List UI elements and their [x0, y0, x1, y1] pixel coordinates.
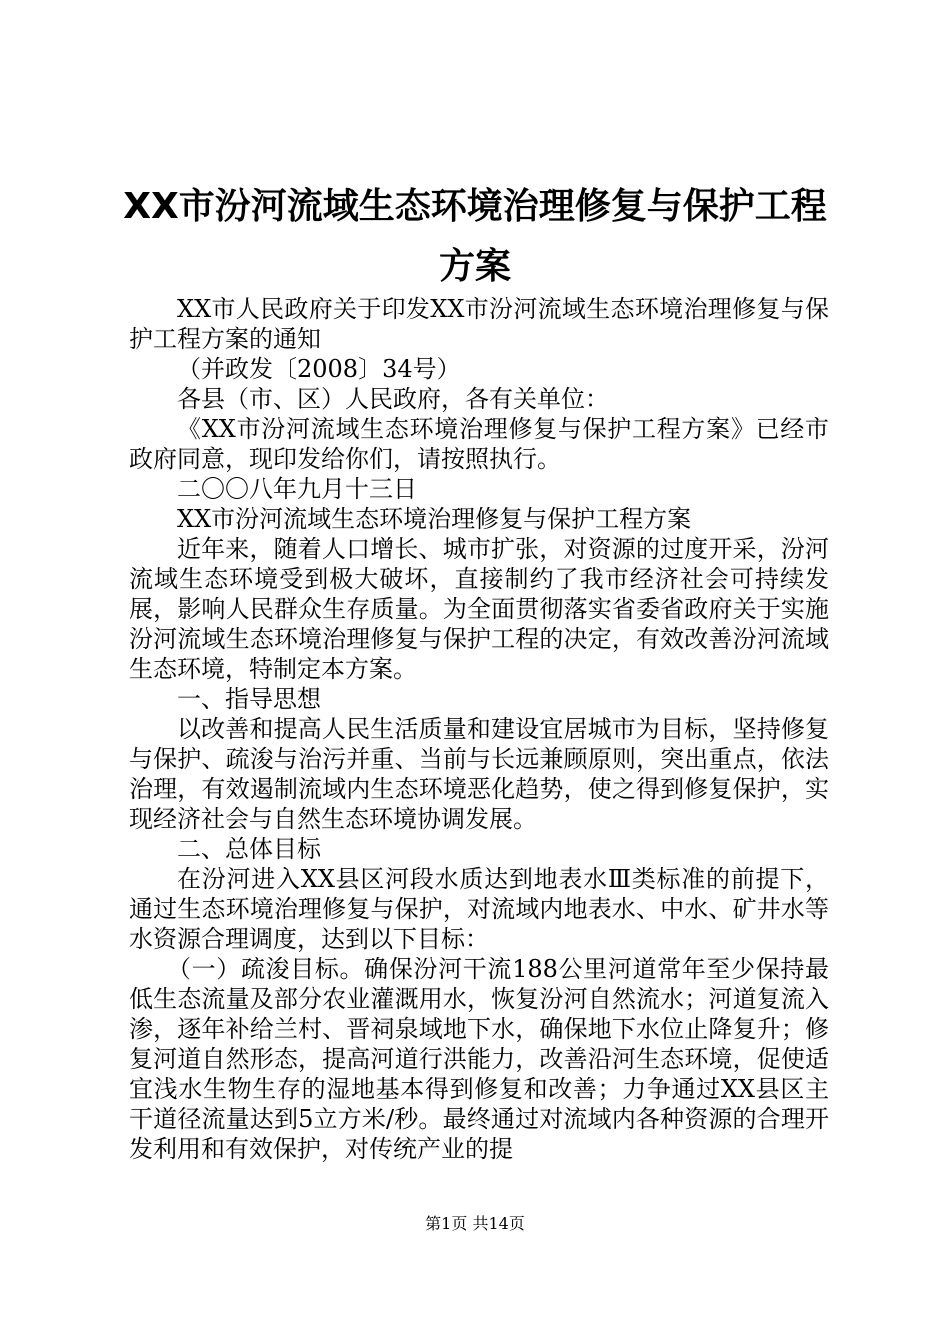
background-paragraph: 近年来，随着人口增长、城市扩张，对资源的过度开采，汾河流域生态环境受到极大破坏，直接制约了我市经济社会可持续发展，影响人民群众生存质量。为全面贯彻落实省委省政府关于实施汾河流域生态环境治理修复与保护工程的决定，有效改善汾河流域生态环境，特制定本方案。	[129, 535, 829, 683]
document-number-paragraph: （并政发〔2008〕34号）	[177, 355, 461, 383]
section-heading-overall-goals: 二、总体目标	[177, 835, 321, 863]
page-total-label: 共14页	[472, 1214, 525, 1233]
dredging-goal-paragraph: （一）疏浚目标。确保汾河干流188公里河道常年至少保持最低生态流量及部分农业灌溉用水，恢复汾河自然流水；河道复流入渗，逐年补给兰村、晋祠泉域地下水，确保地下水位止降复升；修复河道自然形态，提高河道行洪能力，改善沿河生态环境，促使适宜浅水生物生存的湿地基本得到修复和改善；力争通过XX县区主干道径流量达到5立方米/秒。最终通过对流域内各种资源的合理开发利用和有效保护，对传统产业的提	[129, 955, 829, 1163]
document-body	[129, 294, 829, 1164]
date-paragraph: 二〇〇八年九月十三日	[177, 475, 417, 503]
overall-goals-paragraph: 在汾河进入XX县区河段水质达到地表水Ⅲ类标准的前提下，通过生态环境治理修复与保护，对流域内地表水、中水、矿井水等水资源合理调度，达到以下目标：	[129, 865, 829, 953]
notice-body-paragraph: 《XX市汾河流域生态环境治理修复与保护工程方案》已经市政府同意，现印发给你们，请按照执行。	[129, 415, 829, 473]
guiding-ideology-paragraph: 以改善和提高人民生活质量和建设宜居城市为目标，坚持修复与保护、疏浚与治污并重、当前与长远兼顾原则，突出重点，依法治理，有效遏制流域内生态环境恶化趋势，使之得到修复保护，实现经济社会与自然生态环境协调发展。	[129, 715, 829, 833]
document-title-line2: 方案	[438, 246, 511, 287]
page-number-label: 第1页	[425, 1214, 468, 1233]
section-heading-guiding-ideology: 一、指导思想	[177, 685, 321, 713]
document-title-line1: XX市汾河流域生态环境治理修复与保护工程	[123, 186, 827, 227]
addressee-paragraph: 各县（市、区）人民政府，各有关单位：	[177, 385, 609, 413]
page-footer	[0, 1214, 950, 1234]
notice-title-paragraph: XX市人民政府关于印发XX市汾河流域生态环境治理修复与保护工程方案的通知	[129, 295, 829, 353]
plan-title-paragraph: XX市汾河流域生态环境治理修复与保护工程方案	[177, 505, 692, 533]
